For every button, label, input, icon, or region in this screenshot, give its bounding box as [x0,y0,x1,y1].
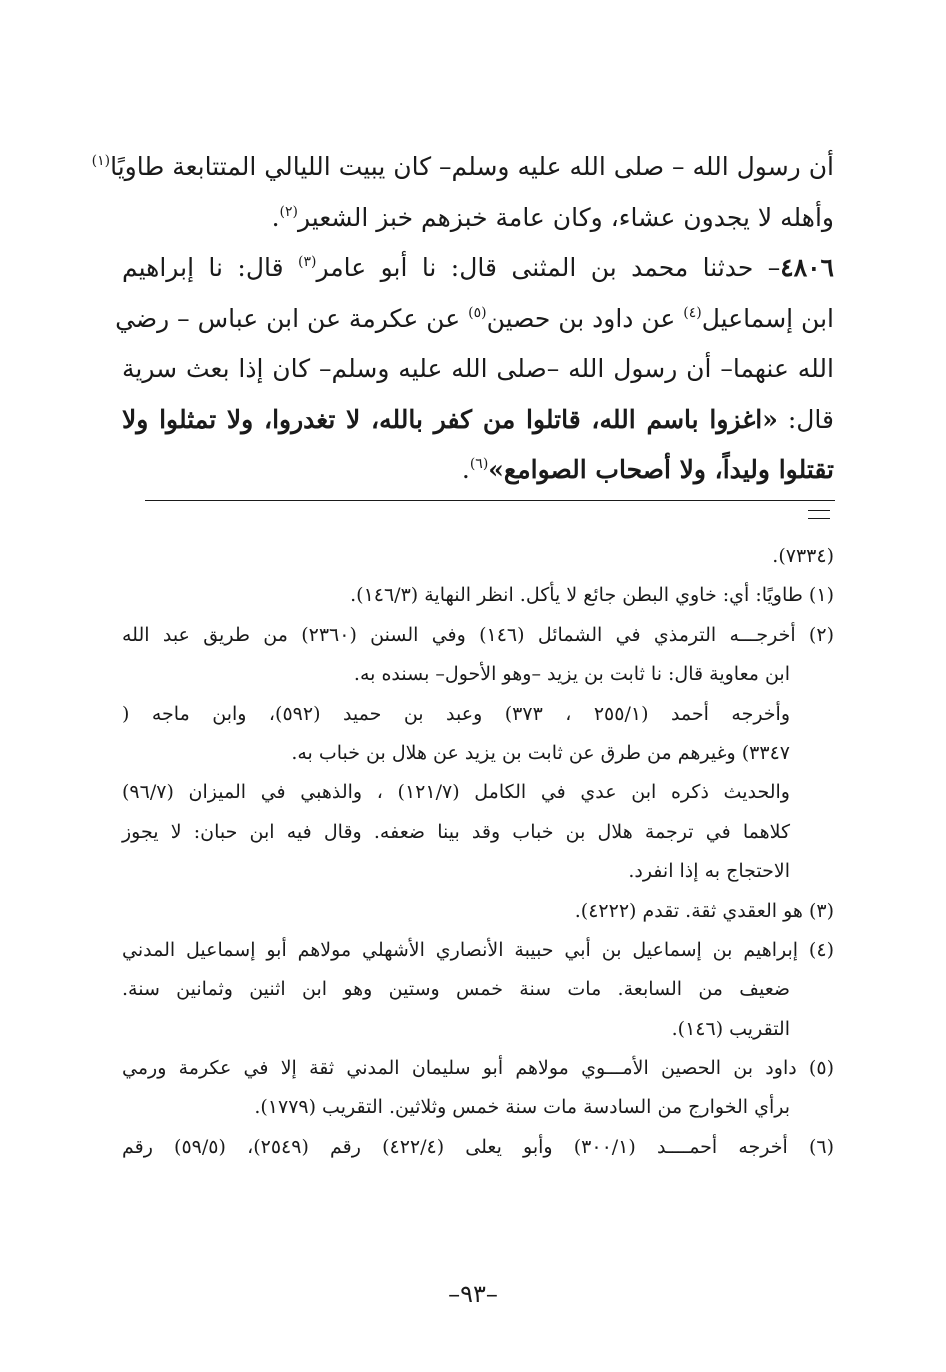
main-line-5 [122,344,834,395]
footnote-ref: (٢) [279,203,299,220]
line-text: ابن إسماعيل [701,303,834,333]
footnote-line: ٣٣٤٧) وغيرهم من طرق عن ثابت بن يزيد عن هلال بن خباب به. [291,741,790,764]
hadith-matn: تقتلوا وليداً، ولا أصحاب الصوامع» [488,455,834,484]
footnote-line: الاحتجاج به إذا انفرد. [628,860,790,883]
footnote-line: ضعيف من السابعة. مات سنة خمس وستين وهو ابن اثنين وثمانين سنة. [122,978,790,1001]
footnote-line: (٧٣٣٤). [772,545,834,567]
footnote-ref: (٤) [683,304,702,321]
footnote-ref: (١) [91,153,111,169]
line-tail: عن داود بن حصين [486,303,684,333]
footnote-separator [145,500,835,501]
line-tail: عن عكرمة عن ابن عباس – رضي [115,303,469,333]
line-text: أن رسول الله – صلى الله عليه وسلم– كان يبيت الليالي المتتابعة طاويًا [110,152,834,181]
footnote-line: برأي الخوارج من السادسة مات سنة خمس وثلاثين. التقريب (١٧٧٩). [254,1096,790,1119]
footnote-line: (١) طاويًا: أي: خاوي البطن جائع لا يأكل. انظر النهاية (١٤٦/٣). [350,584,834,607]
main-line-1 [91,142,834,193]
line-text: – حدثنا محمد بن المثنى قال: نا أبو عامر [316,253,781,282]
footnote-ref: (٦) [469,456,489,472]
footnote-line: (٢) أخرجـــه الترمذي في الشمائل (١٤٦) وفي السنن (٢٣٦٠) من طريق عبد الله [122,623,834,646]
footnote-ref: (٣) [297,254,317,270]
main-line-6 [122,395,834,446]
footnote-line: التقريب (١٤٦). [671,1017,790,1040]
line-tail: . [271,202,280,232]
footnote-line: (٥) داود بن الحصين الأمـــوي مولاهم أبو سليمان المدني ثقة إلا في عكرمة ورمي [122,1057,834,1080]
footnotes [122,537,834,1167]
main-line-3 [122,243,834,294]
line-tail: . [461,455,470,484]
footnote-line: (٦) أخرجه أحمــــد (٣٠٠/١) وأبو يعلى (٤٢٢/٤) رقم (٢٥٤٩)، (٥٩/٥) رقم [122,1135,834,1158]
hadith-matn: «اغزوا باسم الله، قاتلوا من كفر بالله، لا تغدروا، ولا تمثلوا ولا [122,404,778,434]
footnote-line: (٤) إبراهيم بن إسماعيل بن أبي حبيبة الأنصاري الأشهلي مولاهم أبو إسماعيل المدني [122,938,834,961]
line-text: قال: [777,404,834,434]
footnote-line: والحديث ذكره ابن عدي في الكامل (١٢١/٧) ، والذهبي في الميزان (٩٦/٧) [122,781,790,804]
hadith-number: ٤٨٠٦ [780,253,834,282]
main-line-2 [122,193,834,244]
main-line-4 [115,294,834,345]
line-tail: قال: نا إبراهيم [122,253,298,282]
line-text: الله عنهما– أن رسول الله –صلى الله عليه وسلم– كان إذا بعث سرية [122,354,834,383]
footnote-line: ابن معاوية قال: نا ثابت بن يزيد –وهو الأحول– بسنده به. [353,663,790,686]
footnote-ref: (٥) [468,304,487,321]
footnote-line: وأخرجه أحمد (٢٥٥/١ ، ٣٧٣) وعبد بن حميد (٥٩٢)، وابن ماجه ( [122,702,791,725]
footnote-line: (٣) هو العقدي ثقة. تقدم (٤٢٢٢). [574,899,834,922]
main-line-7 [122,445,834,496]
page-number: –٩٣– [448,1280,498,1308]
footnote-line: كلاهما في ترجمة هلال بن خباب وقد بينا ضعفه. وقال فيه ابن حبان: لا يجوز [122,820,790,843]
main-text [91,142,834,496]
continuation-mark [808,510,830,519]
line-text: وأهله لا يجدون عشاء، وكان عامة خبزهم خبز الشعير [298,202,834,232]
